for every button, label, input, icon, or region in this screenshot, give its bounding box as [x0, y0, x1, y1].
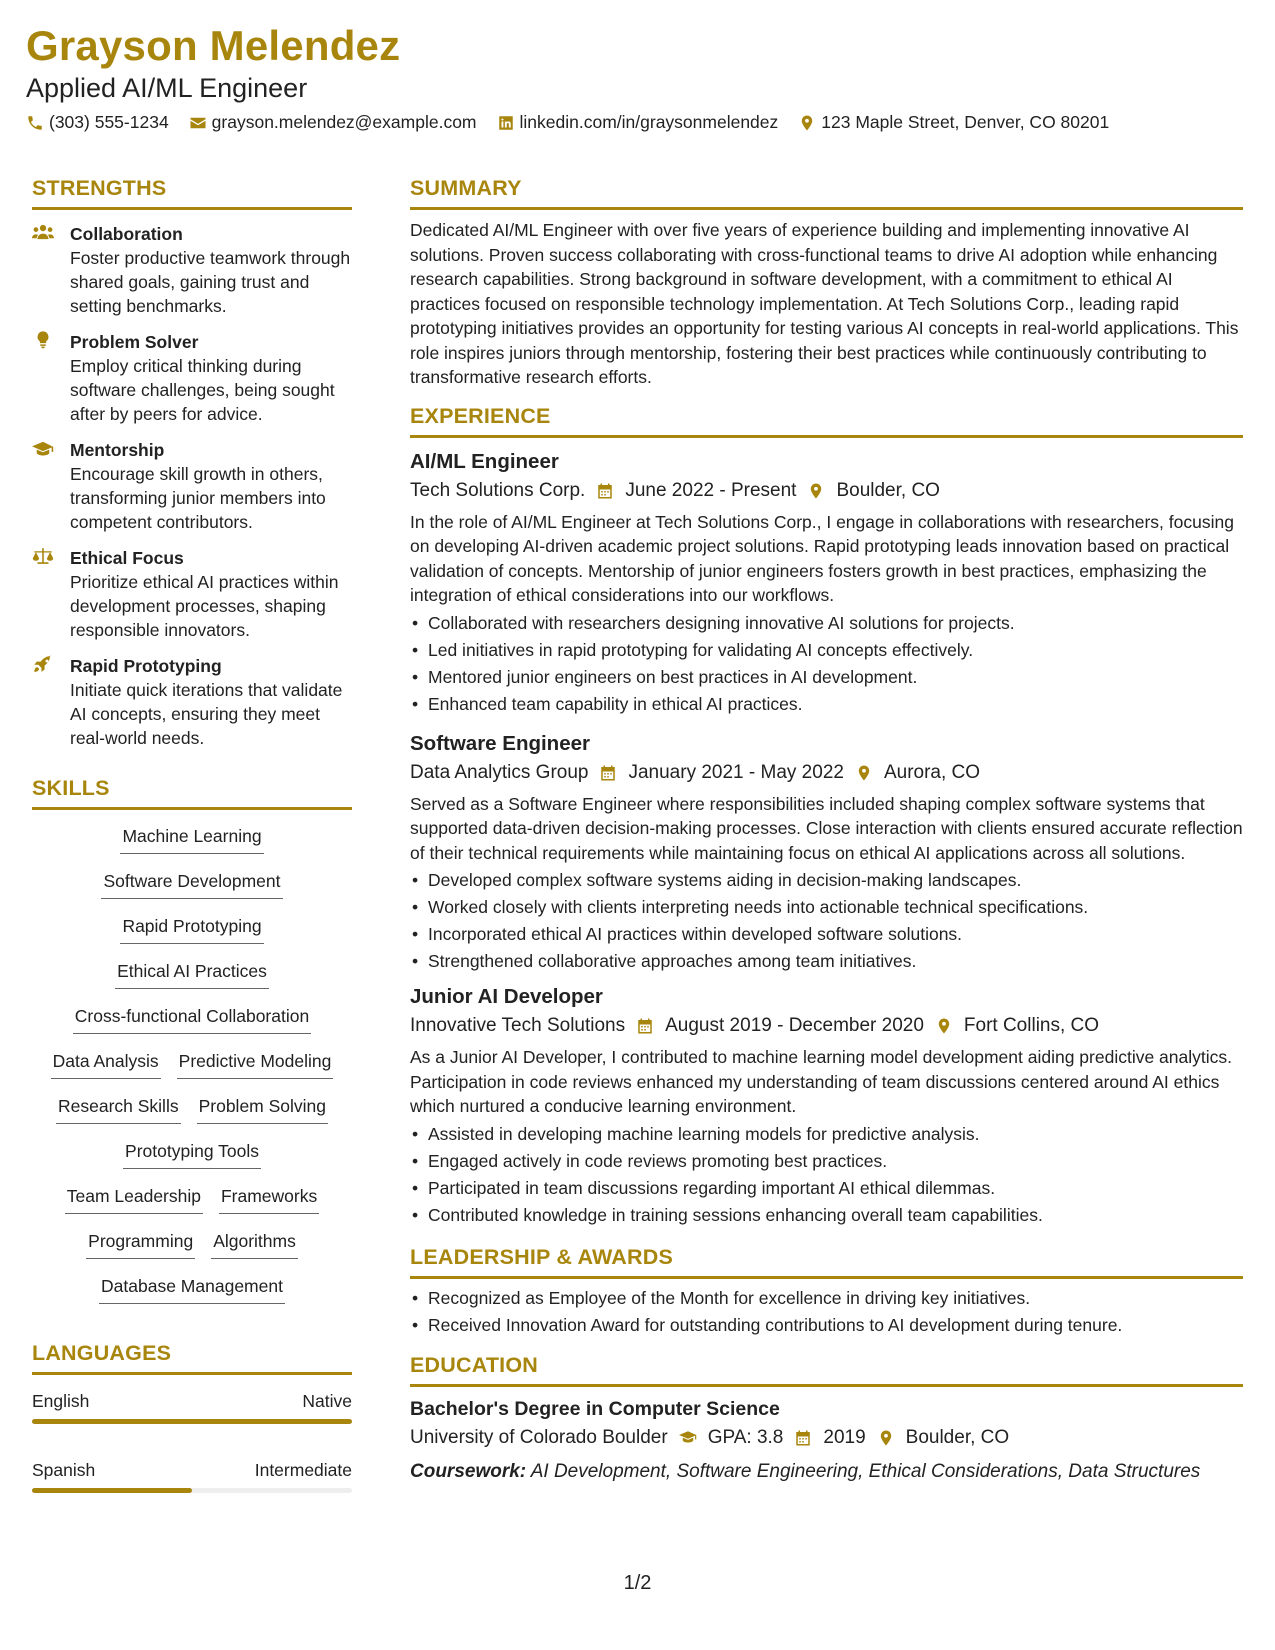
skill-tag: Prototyping Tools — [123, 1139, 261, 1169]
calendar-icon — [635, 1016, 655, 1036]
language-proficiency-bar — [32, 1488, 352, 1493]
envelope-icon — [189, 114, 207, 132]
language-name: Spanish — [32, 1460, 96, 1480]
experience-heading: EXPERIENCE — [410, 404, 1243, 438]
left-column — [32, 176, 352, 1527]
contact-bar — [26, 112, 1109, 133]
skill-row — [99, 1274, 285, 1319]
skill-row — [120, 914, 263, 959]
skill-row — [51, 1049, 334, 1094]
job-location: Aurora, CO — [883, 761, 981, 783]
job-bullets — [410, 1121, 1243, 1229]
right-column — [410, 176, 1243, 1487]
list-item: • Led initiatives in rapid prototyping for validating AI concepts effectively. — [410, 637, 1243, 664]
education-gpa: GPA: 3.8 — [707, 1426, 784, 1448]
strength-desc: Foster productive teamwork through shared goals, gaining trust and setting benchmarks. — [70, 248, 351, 316]
job-meta — [410, 758, 1243, 788]
skill-tag: Cross-functional Collaboration — [73, 1004, 311, 1034]
candidate-name: Grayson Melendez — [26, 22, 401, 69]
education-year: 2019 — [823, 1426, 866, 1448]
skill-row — [73, 1004, 311, 1049]
map-pin-icon — [876, 1428, 896, 1448]
awards-heading: LEADERSHIP & AWARDS — [410, 1245, 1243, 1279]
job-description: Served as a Software Engineer where responsibilities included shaping complex software systems that supported data-driven decision-making processes. Close interaction with clients ensured accurate reflection of their technical requirements while maintaining focus on ethical AI applications across all solutions. — [410, 793, 1243, 863]
strength-item — [32, 438, 352, 534]
education-location: Boulder, CO — [905, 1426, 1010, 1448]
graduation-cap-icon — [678, 1428, 698, 1448]
strength-item — [32, 222, 352, 318]
job-meta — [410, 1011, 1243, 1041]
balance-scale-icon — [32, 546, 56, 570]
coursework-text: AI Development, Software Engineering, Ethical Considerations, Data Structures — [530, 1460, 1201, 1482]
map-pin-icon — [934, 1016, 954, 1036]
skill-tag: Machine Learning — [120, 824, 263, 854]
language-row — [32, 1389, 352, 1413]
list-item: • Received Innovation Award for outstanding contributions to AI development during tenure. — [410, 1312, 1243, 1339]
education-degree: Bachelor's Degree in Computer Science — [410, 1397, 780, 1420]
page-number: 1/2 — [623, 1572, 652, 1594]
education-heading: EDUCATION — [410, 1353, 1243, 1387]
list-item: • Recognized as Employee of the Month for excellence in driving key initiatives. — [410, 1285, 1243, 1312]
skill-tag: Database Management — [99, 1274, 285, 1304]
strength-title: Ethical Focus — [70, 548, 184, 568]
job-location: Boulder, CO — [836, 479, 940, 501]
coursework-label: Coursework: — [410, 1460, 527, 1482]
job-title: Software Engineer — [410, 731, 590, 755]
job-description: In the role of AI/ML Engineer at Tech Solutions Corp., I engage in collaborations with researchers, focusing on developing AI-driven academic project solutions. Rapid prototyping leads innovation based on practical validation of concepts. Mentorship of junior engineers fosters growth in best practices, emphasizing the integration of ethical considerations into our workflows. — [410, 511, 1234, 605]
map-pin-icon — [806, 481, 826, 501]
map-pin-icon — [798, 114, 816, 132]
skill-row — [65, 1184, 320, 1229]
language-level: Native — [302, 1391, 352, 1411]
contact-address[interactable] — [798, 112, 1109, 133]
skill-tag: Team Leadership — [65, 1184, 203, 1214]
skill-tag: Programming — [86, 1229, 195, 1259]
awards-list — [410, 1285, 1243, 1339]
job-dates: June 2022 - Present — [625, 479, 797, 501]
skill-tag: Algorithms — [211, 1229, 298, 1259]
skills-heading: SKILLS — [32, 776, 352, 810]
skill-tag: Predictive Modeling — [177, 1049, 334, 1079]
strength-item — [32, 654, 352, 750]
list-item: • Collaborated with researchers designing innovative AI solutions for projects. — [410, 610, 1243, 637]
skill-tag: Problem Solving — [197, 1094, 328, 1124]
strength-desc: Initiate quick iterations that validate AI concepts, ensuring they meet real-world needs. — [70, 680, 343, 748]
job-entry — [410, 730, 1243, 976]
job-description: As a Junior AI Developer, I contributed to machine learning model development aiding predictive analytics. Participation in code reviews enhanced my understanding of team discussions centered around AI ethics which nurtured a conducive learning environment. — [410, 1047, 1232, 1116]
skill-tag: Data Analysis — [51, 1049, 161, 1079]
strength-item — [32, 330, 352, 426]
job-dates: January 2021 - May 2022 — [628, 761, 844, 783]
education-school: University of Colorado Boulder — [410, 1426, 668, 1448]
job-bullets — [410, 610, 1243, 718]
strength-desc: Prioritize ethical AI practices within development processes, shaping responsible innovators. — [70, 572, 339, 640]
skill-tag: Frameworks — [219, 1184, 319, 1214]
languages-list — [32, 1389, 352, 1493]
languages-heading: LANGUAGES — [32, 1341, 352, 1375]
contact-address-text: 123 Maple Street, Denver, CO 80201 — [821, 112, 1110, 132]
candidate-role: Applied AI/ML Engineer — [26, 73, 308, 103]
contact-phone[interactable] — [26, 112, 169, 133]
skill-row — [56, 1094, 328, 1139]
job-title: AI/ML Engineer — [410, 449, 559, 473]
strength-title: Problem Solver — [70, 332, 199, 352]
language-row — [32, 1458, 352, 1482]
strength-item — [32, 546, 352, 642]
summary-heading: SUMMARY — [410, 176, 1243, 210]
linkedin-icon — [497, 114, 515, 132]
contact-linkedin-text: linkedin.com/in/graysonmelendez — [519, 112, 779, 132]
strength-title: Rapid Prototyping — [70, 656, 222, 676]
list-item: • Contributed knowledge in training sessions enhancing overall team capabilities. — [410, 1202, 1243, 1229]
job-location: Fort Collins, CO — [963, 1015, 1100, 1036]
job-entry — [410, 983, 1243, 1229]
list-item: • Developed complex software systems aiding in decision-making landscapes. — [410, 867, 1243, 894]
rocket-icon — [32, 654, 56, 678]
skill-row — [123, 1139, 261, 1184]
skill-row — [101, 869, 282, 914]
job-dates: August 2019 - December 2020 — [665, 1015, 924, 1036]
lightbulb-icon — [32, 330, 56, 354]
job-company: Tech Solutions Corp. — [410, 479, 586, 501]
strength-desc: Encourage skill growth in others, transforming junior members into competent contributors. — [70, 464, 326, 532]
map-pin-icon — [854, 763, 874, 783]
skill-tag: Software Development — [101, 869, 282, 899]
list-item: • Incorporated ethical AI practices within developed software solutions. — [410, 921, 1243, 948]
calendar-icon — [793, 1428, 813, 1448]
job-company: Innovative Tech Solutions — [410, 1015, 626, 1036]
language-level: Intermediate — [254, 1460, 352, 1480]
language-proficiency-bar — [32, 1419, 352, 1424]
list-item: • Participated in team discussions regarding important AI ethical dilemmas. — [410, 1175, 1243, 1202]
contact-email-text: grayson.melendez@example.com — [211, 112, 477, 132]
contact-linkedin[interactable] — [497, 112, 779, 133]
job-company: Data Analytics Group — [410, 761, 589, 783]
job-bullets — [410, 867, 1243, 975]
phone-icon — [26, 114, 44, 132]
job-meta — [410, 476, 1243, 506]
job-title: Junior AI Developer — [410, 985, 603, 1008]
list-item: • Engaged actively in code reviews promoting best practices. — [410, 1148, 1243, 1175]
skill-tag: Ethical AI Practices — [115, 959, 269, 989]
language-name: English — [32, 1391, 90, 1411]
education-meta — [410, 1423, 1243, 1453]
skill-tag: Research Skills — [56, 1094, 181, 1124]
summary-text: Dedicated AI/ML Engineer with over five years of experience building and implementing innovative AI solutions. Proven success collaborating with cross-functional teams to drive AI adoption while enhancing research capabilities. Strong background in software development, with a commitment to ethical AI practices focused on responsible technology implementation. At Tech Solutions Corp., leading rapid prototyping initiatives provides an opportunity for testing various AI concepts in real-world applications. This role inspires juniors through mentorship, fostering their best practices while continuously contributing to transformative research efforts. — [410, 220, 1239, 387]
strength-title: Collaboration — [70, 224, 183, 244]
language-proficiency-fill — [32, 1419, 352, 1424]
education-coursework — [410, 1457, 1243, 1487]
users-icon — [32, 222, 56, 246]
list-item: • Mentored junior engineers on best practices in AI development. — [410, 664, 1243, 691]
calendar-icon — [595, 481, 615, 501]
list-item: • Strengthened collaborative approaches among team initiatives. — [410, 948, 1243, 975]
job-entry — [410, 448, 1243, 718]
skill-tag: Rapid Prototyping — [120, 914, 263, 944]
contact-email[interactable] — [189, 112, 477, 133]
strength-desc: Employ critical thinking during software challenges, being sought after by peers for advice. — [70, 356, 335, 424]
strengths-heading: STRENGTHS — [32, 176, 352, 210]
list-item: • Assisted in developing machine learning models for predictive analysis. — [410, 1121, 1243, 1148]
language-proficiency-fill — [32, 1488, 192, 1493]
skill-row — [86, 1229, 298, 1274]
list-item: • Worked closely with clients interpreting needs into actionable technical specifications. — [410, 894, 1243, 921]
graduation-cap-icon — [32, 438, 56, 462]
contact-phone-text: (303) 555-1234 — [49, 112, 169, 132]
skill-row — [115, 959, 269, 1004]
skill-row — [120, 824, 263, 869]
strength-title: Mentorship — [70, 440, 165, 460]
calendar-icon — [598, 763, 618, 783]
list-item: • Enhanced team capability in ethical AI practices. — [410, 691, 1243, 718]
skills-list — [32, 824, 352, 1319]
